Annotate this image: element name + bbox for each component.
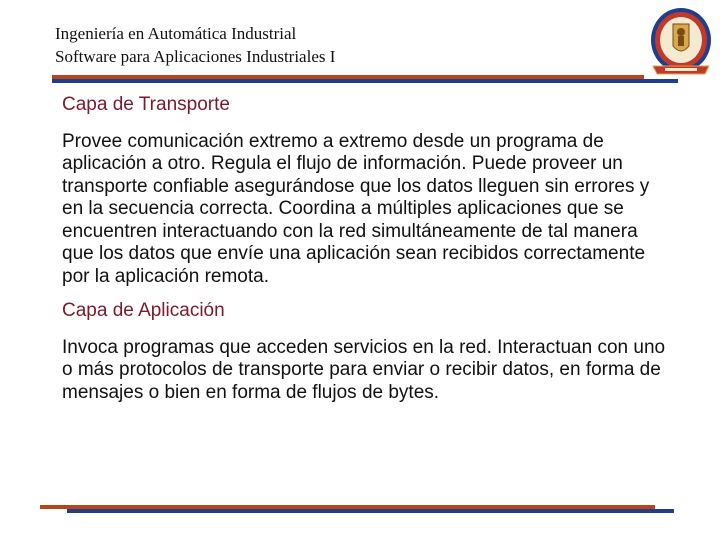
slide-content [62, 94, 672, 416]
section-body-application: Invoca programas que acceden servicios en la red. Interactuan con uno o más protocolos de transporte para enviar o recibir datos, en forma de mensajes o bien en forma de flujos de bytes. [62, 336, 666, 403]
section-title-application: Capa de Aplicación [62, 300, 225, 321]
header-subject-line: Software para Aplicaciones Industriales I [55, 47, 336, 66]
university-crest-icon [643, 4, 719, 84]
footer-divider-blue [67, 509, 674, 513]
section-body-transport: Provee comunicación extremo a extremo desde un programa de aplicación a otro. Regula el flujo de información. Puede proveer un transporte confiable asegurándose que los datos lleguen sin errores y en la secuencia correcta. Coordina a múltiples aplicaciones que se encuentren interactuando con la red simultáneamente de tal manera que los datos que envíe una aplicación sean recibidos correctamente por la aplicación remota. [62, 130, 650, 287]
header-divider-blue [52, 79, 678, 83]
section-title-transport: Capa de Transporte [62, 94, 230, 115]
header-course-line: Ingeniería en Automática Industrial [55, 24, 297, 43]
slide-header [55, 22, 335, 68]
